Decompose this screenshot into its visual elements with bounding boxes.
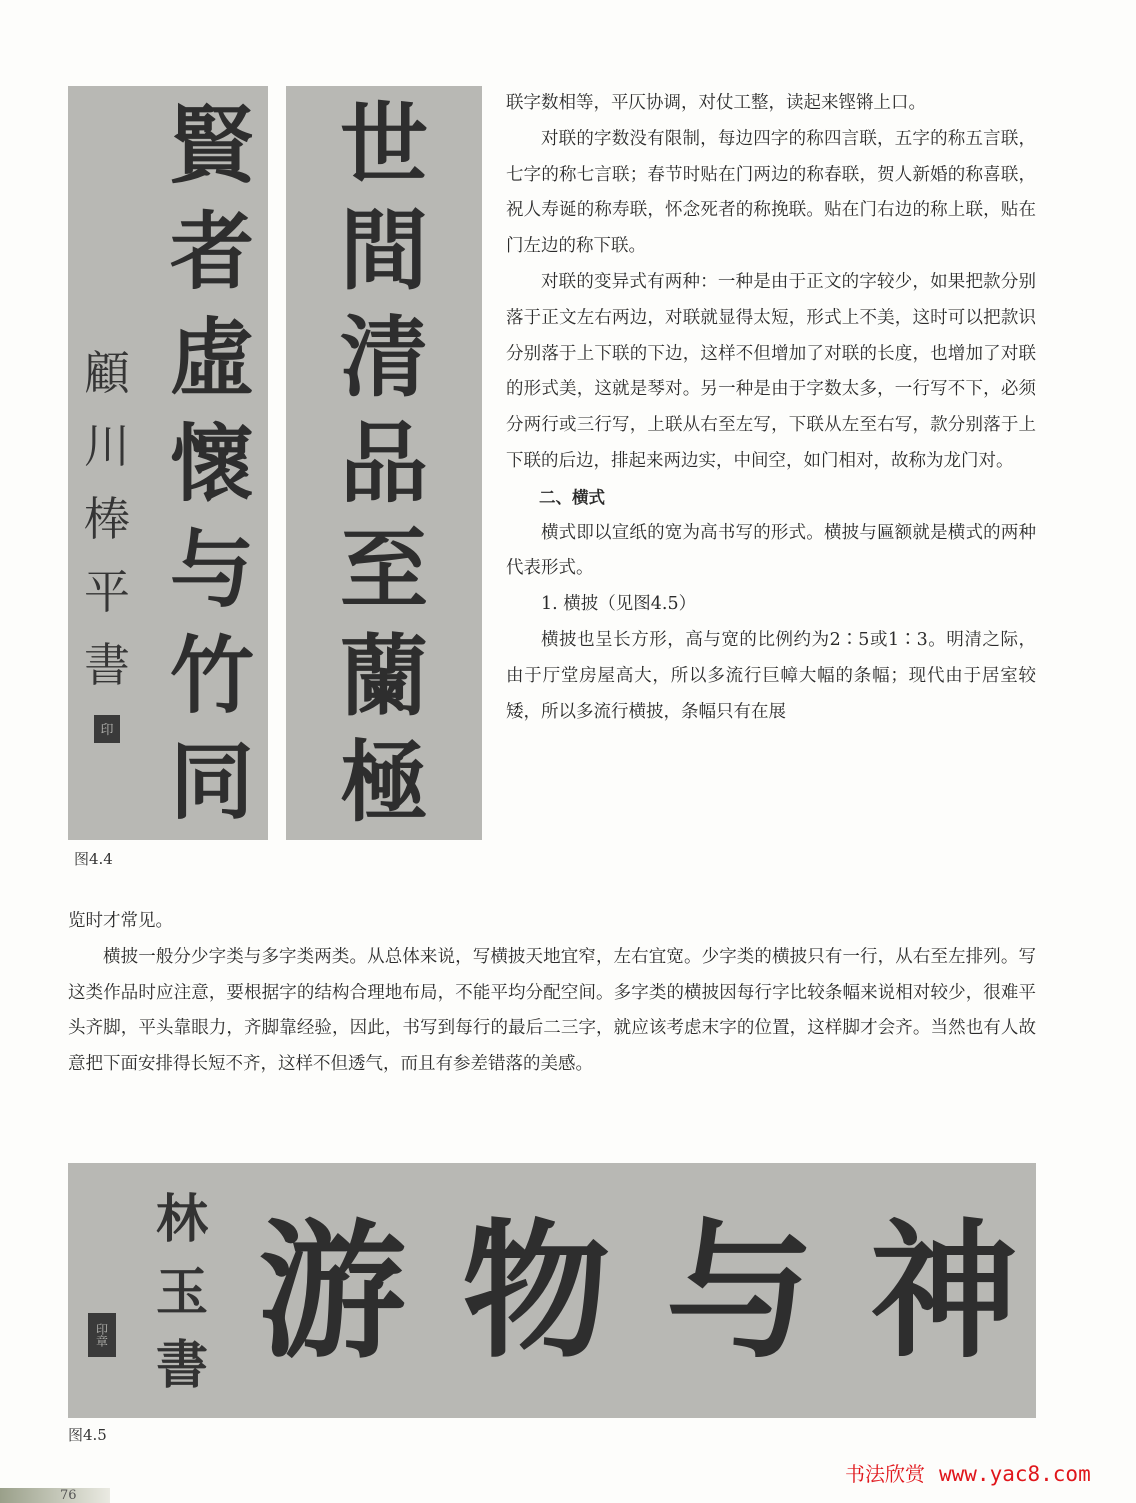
figure-4-5-caption: 图4.5 bbox=[68, 1426, 107, 1444]
watermark bbox=[845, 1458, 1091, 1487]
seal-stamp: 印章 bbox=[88, 1313, 116, 1357]
paragraph: 横式即以宣纸的宽为高书写的形式。横披与匾额就是横式的两种代表形式。 bbox=[506, 522, 1036, 579]
calligraphy-char: 虛 bbox=[169, 308, 254, 407]
paragraph: 览时才常见。 bbox=[68, 911, 173, 931]
banner-signature bbox=[142, 1183, 222, 1403]
calligraphy-char: 游 bbox=[258, 1203, 406, 1378]
banner-main-text bbox=[258, 1163, 1018, 1418]
right-scroll-main-text bbox=[324, 92, 444, 834]
calligraphy-char: 間 bbox=[339, 198, 428, 303]
right-column-text bbox=[506, 86, 1036, 730]
figure-4-4-caption: 图4.4 bbox=[74, 850, 113, 868]
paragraph: 横披一般分少字类与多字类两类。从总体来说，写横披天地宜窄，左右宜宽。少字类的横披只有一行，从右至左排列。写这类作品时应注意，要根据字的结构合理地布局，不能平均分配空间。多字类的横披因每行字比较条幅来说相对较少，很难平头齐脚，平头靠眼力，齐脚靠经验，因此，书写到每行的最后二三字，就应该考虑末字的位置，这样脚才会齐。当然也有人故意把下面安排得长短不齐，这样不但透气，而且有参差错落的美感。 bbox=[68, 946, 1036, 1075]
calligraphy-char: 世 bbox=[339, 92, 428, 196]
calligraphy-char: 賢 bbox=[169, 96, 254, 195]
seal-stamp: 印 bbox=[94, 715, 120, 743]
calligraphy-char: 竹 bbox=[169, 626, 254, 725]
paragraph: 对联的字数没有限制，每边四字的称四言联，五字的称五言联，七字的称七言联；春节时贴在门两边的称春联，贺人新婚的称喜联，祝人寿诞的称寿联，怀念死者的称挽联。贴在门右边的称上联，贴在门左边的称下联。 bbox=[506, 128, 1036, 257]
paragraph: 对联的变异式有两种：一种是由于正文的字较少，如果把款分别落于正文左右两边，对联就显得太短，形式上不美，这时可以把款识分别落于上下联的下边，这样不但增加了对联的长度，也增加了对联的形式美，这就是琴对。另一种是由于字数太多，一行写不下，必须分两行或三行写，上联从右至左写，下联从左至右写，款分别落于上下联的后边，排起来两边实，中间空，如门相对，故称为龙门对。 bbox=[506, 271, 1036, 471]
watermark-label: 书法欣赏 bbox=[845, 1462, 925, 1486]
paragraph: 横披也呈长方形，高与宽的比例约为2∶5或1∶3。明清之际，由于厅堂房屋高大，所以多流行巨幛大幅的条幅；现代由于居室较矮，所以多流行横披，条幅只有在展 bbox=[506, 629, 1036, 722]
left-scroll-main-text bbox=[164, 96, 260, 831]
calligraphy-char: 品 bbox=[339, 410, 428, 515]
calligraphy-char: 者 bbox=[169, 202, 254, 301]
signature-char: 川 bbox=[84, 418, 130, 473]
signature-char: 書 bbox=[84, 637, 130, 692]
watermark-url: www.yac8.com bbox=[939, 1462, 1091, 1486]
signature-char: 玉 bbox=[155, 1261, 208, 1323]
section-heading: 二、横式 bbox=[539, 487, 605, 507]
full-width-text bbox=[68, 904, 1036, 1083]
left-scroll-signature bbox=[82, 336, 132, 756]
calligraphy-char: 清 bbox=[339, 304, 428, 409]
calligraphy-char: 懷 bbox=[169, 414, 254, 513]
signature-char: 平 bbox=[84, 564, 130, 619]
signature-char: 林 bbox=[155, 1188, 208, 1250]
calligraphy-char: 同 bbox=[169, 732, 254, 831]
right-couplet-scroll bbox=[286, 86, 482, 840]
subsection-heading: 1. 横披（见图4.5） bbox=[541, 594, 697, 615]
left-couplet-scroll bbox=[68, 86, 268, 840]
horizontal-banner-calligraphy bbox=[68, 1163, 1036, 1418]
calligraphy-char: 物 bbox=[462, 1203, 610, 1378]
calligraphy-char: 与 bbox=[169, 520, 254, 619]
signature-char: 書 bbox=[155, 1335, 208, 1397]
calligraphy-char: 至 bbox=[339, 517, 428, 622]
calligraphy-char: 極 bbox=[339, 729, 428, 834]
page-number: 76 bbox=[0, 1488, 110, 1503]
calligraphy-char: 蘭 bbox=[339, 623, 428, 728]
calligraphy-char: 神 bbox=[870, 1203, 1018, 1378]
signature-char: 棒 bbox=[84, 491, 130, 546]
paragraph: 联字数相等，平仄协调，对仗工整，读起来铿锵上口。 bbox=[506, 93, 926, 113]
calligraphy-char: 与 bbox=[666, 1203, 814, 1378]
signature-char: 顧 bbox=[84, 345, 130, 400]
